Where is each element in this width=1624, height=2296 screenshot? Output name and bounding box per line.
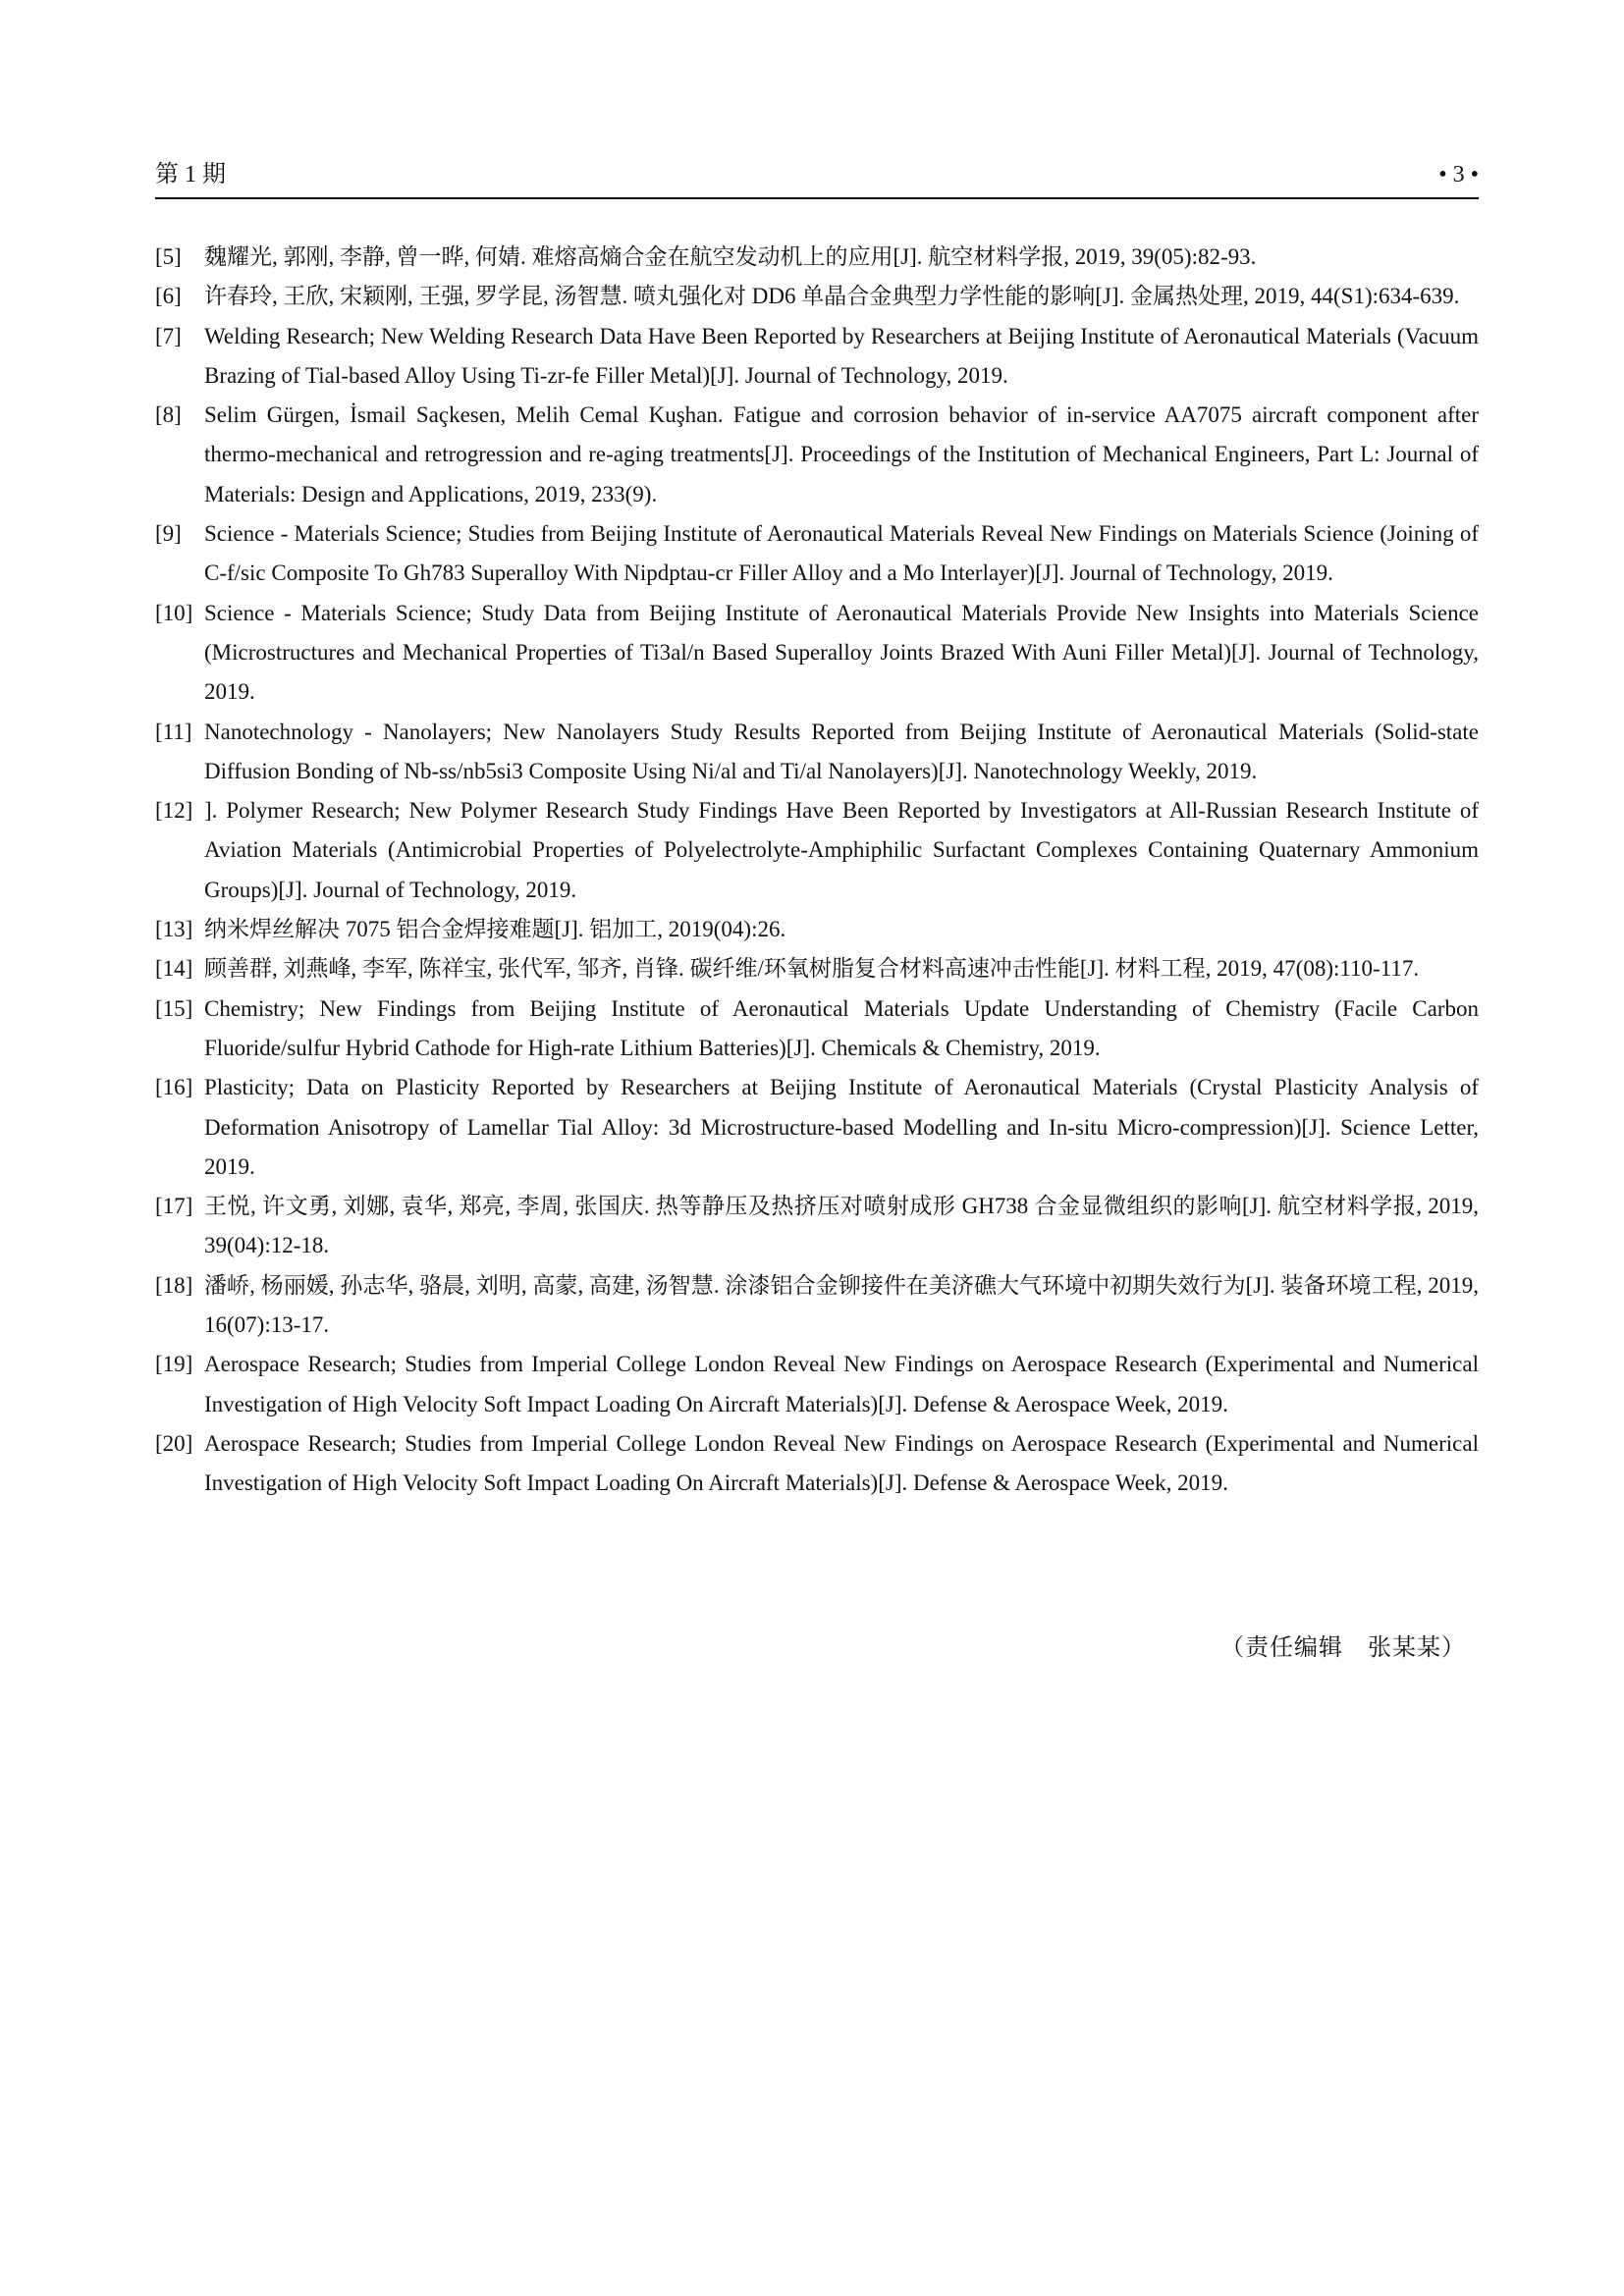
reference-item <box>155 989 1479 1069</box>
reference-item <box>155 949 1479 988</box>
reference-number: [19] <box>155 1352 193 1377</box>
reference-text: Chemistry; New Findings from Beijing Institute of Aeronautical Materials Update Understanding of Chemistry (Facile Carbon Fluoride/sulfur Hybrid Cathode for High-rate Lithium Batteries)[J]. Chemicals & Chemistry, 2019. <box>204 995 1479 1060</box>
page-number: • 3 • <box>1438 162 1479 187</box>
reference-number: [17] <box>155 1194 193 1219</box>
reference-item <box>155 791 1479 910</box>
reference-number: [5] <box>155 244 182 269</box>
issue-label: 第 1 期 <box>155 162 226 187</box>
reference-item <box>155 1068 1479 1187</box>
reference-text: Aerospace Research; Studies from Imperial College London Reveal New Findings on Aerospace Research (Experimental and Numerical Investigation of High Velocity Soft Impact Loading On Aircraft Materials)[J]. Defense & Aerospace Week, 2019. <box>204 1352 1479 1416</box>
running-header <box>155 157 1479 196</box>
reference-number: [9] <box>155 521 182 547</box>
reference-text: 许春玲, 王欣, 宋颖刚, 王强, 罗学昆, 汤智慧. 喷丸强化对 DD6 单晶合金典型力学性能的影响[J]. 金属热处理, 2019, 44(S1):634-639. <box>204 284 1460 309</box>
reference-number: [10] <box>155 600 193 625</box>
reference-number: [12] <box>155 798 193 824</box>
reference-text: Plasticity; Data on Plasticity Reported by Researchers at Beijing Institute of Aeronautical Materials (Crystal Plasticity Analysis of Deformation Anisotropy of Lamellar Tial Alloy: 3d Microstructure-based Modelling and In-situ Micro-compression)[J]. Science Letter, 2019. <box>204 1075 1479 1179</box>
reference-text: 魏耀光, 郭刚, 李静, 曾一晔, 何婧. 难熔高熵合金在航空发动机上的应用[J]. 航空材料学报, 2019, 39(05):82-93. <box>204 244 1257 269</box>
reference-number: [14] <box>155 956 193 982</box>
reference-text: 顾善群, 刘燕峰, 李军, 陈祥宝, 张代军, 邹齐, 肖锋. 碳纤维/环氧树脂复合材料高速冲击性能[J]. 材料工程, 2019, 47(08):110-117. <box>204 956 1420 982</box>
reference-item <box>155 1424 1479 1504</box>
header-rule <box>155 197 1479 199</box>
reference-item <box>155 713 1479 792</box>
reference-text: Selim Gürgen, İsmail Saçkesen, Melih Cemal Kuşhan. Fatigue and corrosion behavior of in-service AA7075 aircraft component after thermo-mechanical and retrogression and re-aging treatments[J]. Proceedings of the Institution of Mechanical Engineers, Part L: Journal of Materials: Design and Applications, 2019, 233(9). <box>204 402 1479 507</box>
reference-number: [13] <box>155 917 193 942</box>
reference-item <box>155 238 1479 277</box>
reference-text: Nanotechnology - Nanolayers; New Nanolayers Study Results Reported from Beijing Institute of Aeronautical Materials (Solid-state Diffusion Bonding of Nb-ss/nb5si3 Composite Using Ni/al and Ti/al Nanolayers)[J]. Nanotechnology Weekly, 2019. <box>204 719 1479 783</box>
reference-item <box>155 910 1479 949</box>
reference-text: Aerospace Research; Studies from Imperial College London Reveal New Findings on Aerospace Research (Experimental and Numerical Investigation of High Velocity Soft Impact Loading On Aircraft Materials)[J]. Defense & Aerospace Week, 2019. <box>204 1430 1479 1496</box>
reference-number: [20] <box>155 1430 193 1456</box>
reference-text: 潘峤, 杨丽媛, 孙志华, 骆晨, 刘明, 高蒙, 高建, 汤智慧. 涂漆铝合金铆接件在美济礁大气环境中初期失效行为[J]. 装备环境工程, 2019, 16(07):13-17. <box>204 1272 1479 1338</box>
reference-item <box>155 1345 1479 1424</box>
reference-item <box>155 277 1479 316</box>
reference-item <box>155 1266 1479 1346</box>
reference-number: [18] <box>155 1272 193 1298</box>
reference-number: [6] <box>155 284 182 309</box>
reference-text: 纳米焊丝解决 7075 铝合金焊接难题[J]. 铝加工, 2019(04):26. <box>204 917 786 942</box>
reference-item <box>155 1187 1479 1266</box>
reference-item <box>155 514 1479 594</box>
reference-item <box>155 317 1479 397</box>
editor-note: （责任编辑 张某某） <box>1220 1635 1466 1661</box>
reference-number: [7] <box>155 323 182 348</box>
reference-list <box>155 238 1479 1504</box>
reference-item <box>155 396 1479 514</box>
reference-text: Science - Materials Science; Study Data from Beijing Institute of Aeronautical Materials Provide New Insights into Materials Science (Microstructures and Mechanical Properties of Ti3al/n Based Superalloy Joints Brazed With Auni Filler Metal)[J]. Journal of Technology, 2019. <box>204 600 1479 705</box>
reference-number: [16] <box>155 1075 193 1100</box>
reference-number: [8] <box>155 402 182 428</box>
reference-item <box>155 594 1479 713</box>
reference-text: Welding Research; New Welding Research Data Have Been Reported by Researchers at Beijing Institute of Aeronautical Materials (Vacuum Brazing of Tial-based Alloy Using Ti-zr-fe Filler Metal)[J]. Journal of Technology, 2019. <box>204 323 1479 388</box>
reference-number: [15] <box>155 995 193 1021</box>
reference-text: ]. Polymer Research; New Polymer Research Study Findings Have Been Reported by Investigators at All-Russian Research Institute of Aviation Materials (Antimicrobial Properties of Polyelectrolyte-Amphiphilic Surfactant Complexes Containing Quaternary Ammonium Groups)[J]. Journal of Technology, 2019. <box>204 798 1479 902</box>
reference-text: Science - Materials Science; Studies from Beijing Institute of Aeronautical Materials Reveal New Findings on Materials Science (Joining of C-f/sic Composite To Gh783 Superalloy With Nipdptau-cr Filler Alloy and a Mo Interlayer)[J]. Journal of Technology, 2019. <box>204 521 1479 586</box>
reference-text: 王悦, 许文勇, 刘娜, 袁华, 郑亮, 李周, 张国庆. 热等静压及热挤压对喷射成形 GH738 合金显微组织的影响[J]. 航空材料学报, 2019, 39(04):12-18. <box>204 1194 1479 1258</box>
reference-number: [11] <box>155 719 192 744</box>
